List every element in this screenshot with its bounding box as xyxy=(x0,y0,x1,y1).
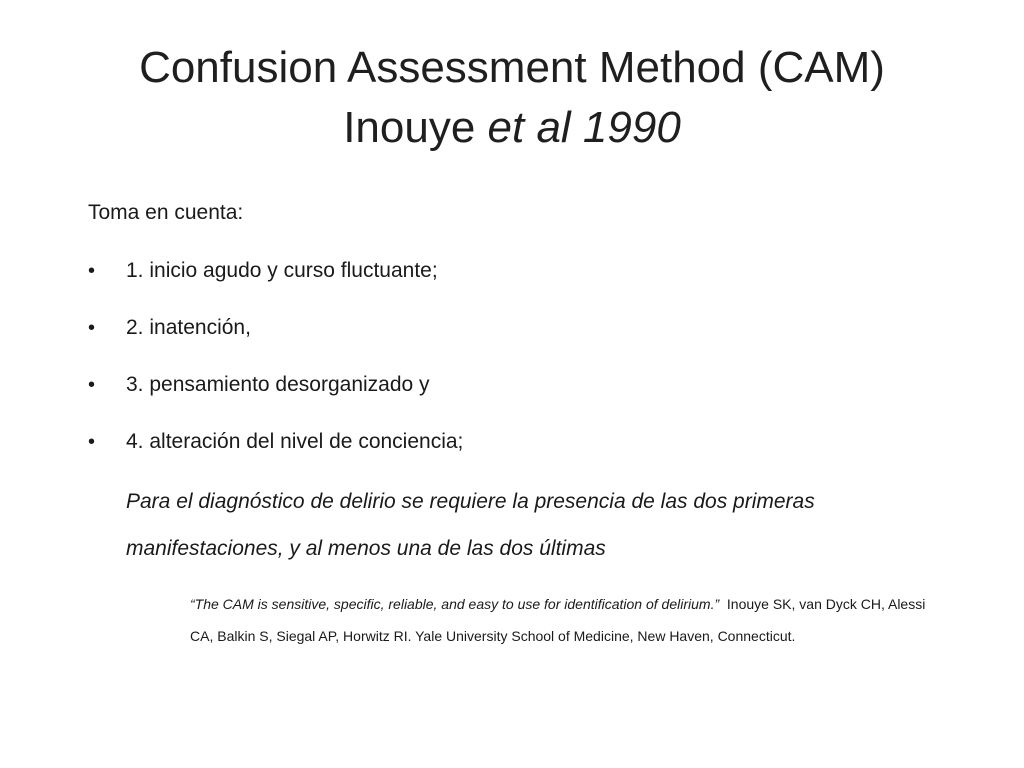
list-item xyxy=(88,256,948,286)
title-line-2 xyxy=(60,98,964,158)
bullet-icon: • xyxy=(88,431,96,453)
criterion-text: 2. inatención, xyxy=(126,316,251,339)
intro-text: Toma en cuenta: xyxy=(88,201,244,224)
list-item xyxy=(88,313,948,343)
list-item xyxy=(88,370,948,400)
criterion-text: 3. pensamiento desorganizado y xyxy=(126,373,430,396)
criterion-text: 4. alteración del nivel de conciencia; xyxy=(126,430,464,453)
bullet-icon: • xyxy=(88,260,96,282)
slide-body xyxy=(88,198,948,572)
bullet-icon: • xyxy=(88,374,96,396)
citation-authors: Inouye SK, van Dyck CH, Alessi CA, Balkin S, Siegal AP, Horwitz RI. Yale University School of Medicine, New Haven, Connecticut. xyxy=(190,596,926,644)
criteria-list xyxy=(88,256,948,457)
diagnosis-note: Para el diagnóstico de delirio se requiere la presencia de las dos primeras manifestaciones, y al menos una de las dos últimas xyxy=(126,490,815,560)
title-line-1: Confusion Assessment Method (CAM) xyxy=(139,43,885,92)
criterion-text: 1. inicio agudo y curso fluctuante; xyxy=(126,259,438,282)
title-et-al-year: et al 1990 xyxy=(487,103,681,152)
list-item xyxy=(88,427,948,457)
bullet-icon: • xyxy=(88,317,96,339)
citation-quote: “The CAM is sensitive, specific, reliable, and easy to use for identification of delirium.” xyxy=(190,596,720,612)
slide-title xyxy=(60,38,964,158)
title-author: Inouye xyxy=(343,103,488,152)
citation xyxy=(190,588,950,652)
